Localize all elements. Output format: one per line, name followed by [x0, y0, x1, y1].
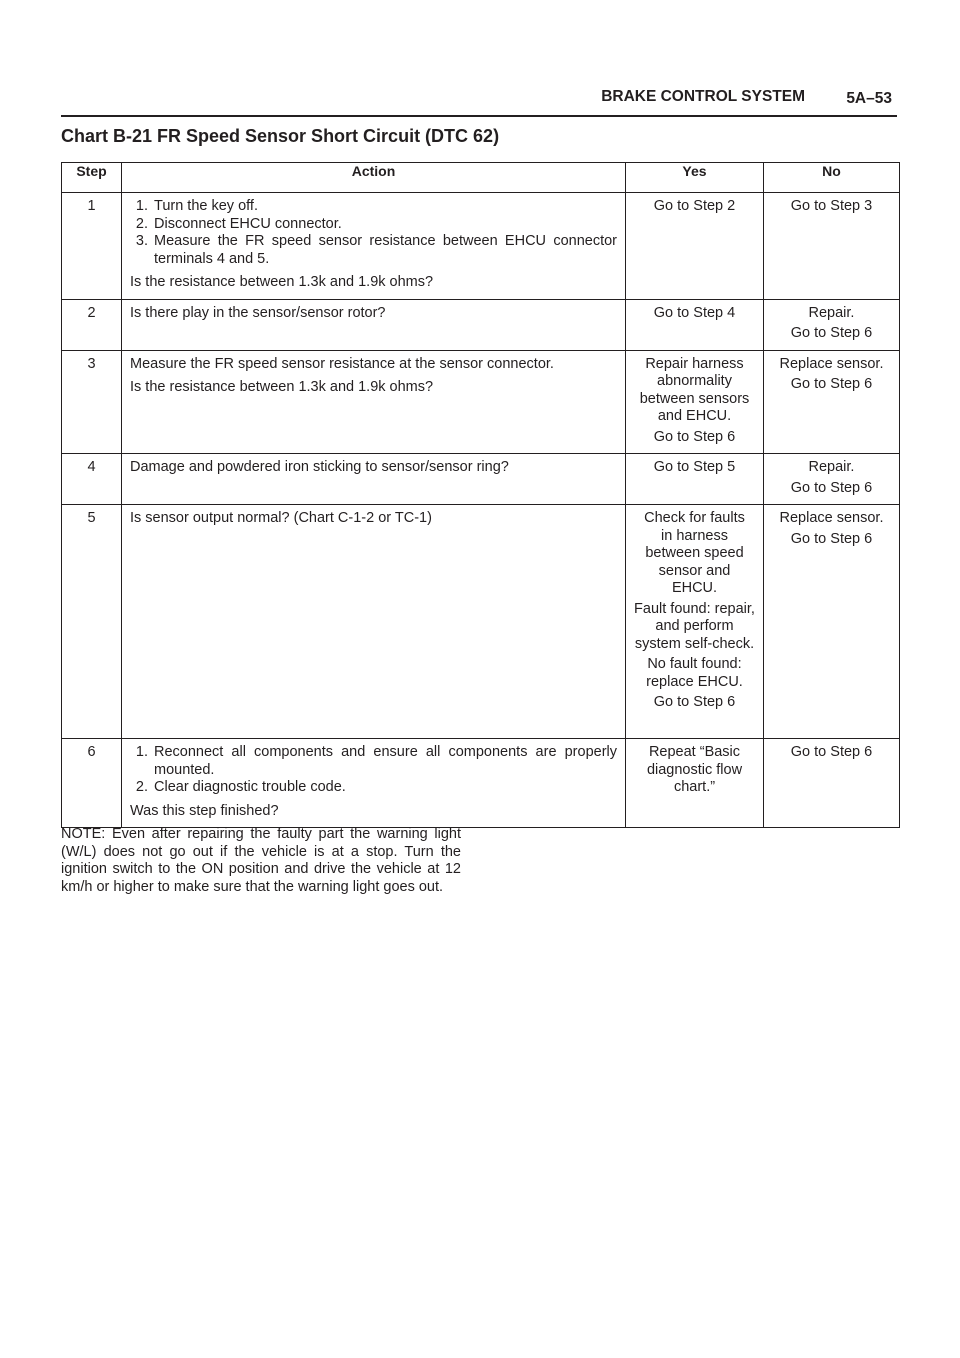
yes-text: Go to Step 6: [653, 694, 736, 710]
action-cell: [122, 193, 626, 300]
action-cell: [122, 299, 626, 350]
note-text: NOTE: Even after repairing the faulty part the warning light (W/L) does not go out if the vehicle is at a stop. Turn the ignition switch to the ON position and drive the vehicle at 12 km/h or higher to make sure that the warning light goes out.: [61, 826, 461, 895]
action-cell: [122, 739, 626, 828]
action-question: Is there play in the sensor/sensor rotor?: [130, 304, 386, 321]
action-steps: [130, 198, 617, 268]
action-item: 2. Disconnect EHCU connector.: [152, 216, 617, 234]
action-question: Is the resistance between 1.3k and 1.9k ohms?: [130, 274, 434, 290]
table-row: [62, 454, 900, 505]
action-steps: [130, 744, 617, 797]
page-number: 5A–53: [846, 90, 892, 107]
diagnostic-table: [61, 162, 900, 828]
action-question: Was this step finished?: [130, 802, 279, 819]
action-text: Measure the FR speed sensor resistance at the sensor connector.: [130, 355, 554, 372]
no-text: Go to Step 6: [790, 325, 873, 341]
yes-cell: [626, 739, 764, 828]
action-cell: [122, 505, 626, 739]
yes-text: Go to Step 4: [653, 304, 736, 321]
no-cell: [764, 193, 900, 300]
yes-text: Go to Step 2: [653, 198, 736, 214]
yes-text: No fault found: replace EHCU.: [646, 656, 743, 690]
no-text: Go to Step 3: [790, 198, 873, 214]
header-yes: Yes: [626, 163, 764, 193]
table-row: [62, 739, 900, 828]
action-item: 3. Measure the FR speed sensor resistance between EHCU connector terminals 4 and 5.: [152, 233, 617, 268]
yes-cell: [626, 505, 764, 739]
no-text: Go to Step 6: [790, 744, 873, 760]
step-number: 5: [62, 505, 122, 739]
section-title: BRAKE CONTROL SYSTEM: [601, 88, 805, 105]
action-item: 1. Reconnect all components and ensure all components are properly mounted.: [152, 744, 617, 779]
no-cell: [764, 505, 900, 739]
step-number: 2: [62, 299, 122, 350]
chart-title: Chart B-21 FR Speed Sensor Short Circuit (DTC 62): [61, 126, 500, 146]
yes-text: Go to Step 6: [653, 428, 736, 445]
action-cell: [122, 454, 626, 505]
page-header: [472, 88, 892, 118]
no-text: Repair.: [808, 304, 855, 321]
no-cell: [764, 454, 900, 505]
no-text: Go to Step 6: [790, 376, 873, 392]
yes-cell: [626, 193, 764, 300]
header-action: Action: [122, 163, 626, 193]
no-text: Go to Step 6: [790, 530, 873, 547]
no-cell: [764, 739, 900, 828]
no-cell: [764, 299, 900, 350]
yes-text: Check for faults in harness between speed sensor and EHCU.: [644, 510, 745, 596]
yes-cell: [626, 454, 764, 505]
action-item: 2. Clear diagnostic trouble code.: [152, 779, 617, 797]
yes-text: Repair harness abnormality between sensors and EHCU.: [639, 355, 750, 424]
action-cell: [122, 350, 626, 454]
header-step: Step: [62, 163, 122, 193]
table-header-row: [62, 163, 900, 193]
no-text: Replace sensor.: [779, 355, 884, 372]
yes-text: Repeat “Basic diagnostic flow chart.”: [646, 744, 743, 795]
no-text: Go to Step 6: [790, 479, 873, 496]
table-row: [62, 193, 900, 300]
yes-cell: [626, 299, 764, 350]
step-number: 6: [62, 739, 122, 828]
action-item: 1. Turn the key off.: [152, 198, 617, 216]
action-question: Is sensor output normal? (Chart C-1-2 or TC-1): [130, 510, 432, 526]
action-question: Damage and powdered iron sticking to sensor/sensor ring?: [130, 459, 509, 475]
header-divider: [61, 115, 897, 117]
no-text: Repair.: [808, 459, 855, 475]
yes-text: Go to Step 5: [653, 459, 736, 475]
step-number: 3: [62, 350, 122, 454]
header-no: No: [764, 163, 900, 193]
yes-text: Fault found: repair, and perform system self-check.: [634, 600, 755, 652]
table-row: [62, 299, 900, 350]
yes-cell: [626, 350, 764, 454]
no-cell: [764, 350, 900, 454]
action-question: Is the resistance between 1.3k and 1.9k ohms?: [130, 379, 434, 395]
table-row: [62, 350, 900, 454]
no-text: Replace sensor.: [779, 510, 884, 526]
table-row: [62, 505, 900, 739]
step-number: 4: [62, 454, 122, 505]
step-number: 1: [62, 193, 122, 300]
